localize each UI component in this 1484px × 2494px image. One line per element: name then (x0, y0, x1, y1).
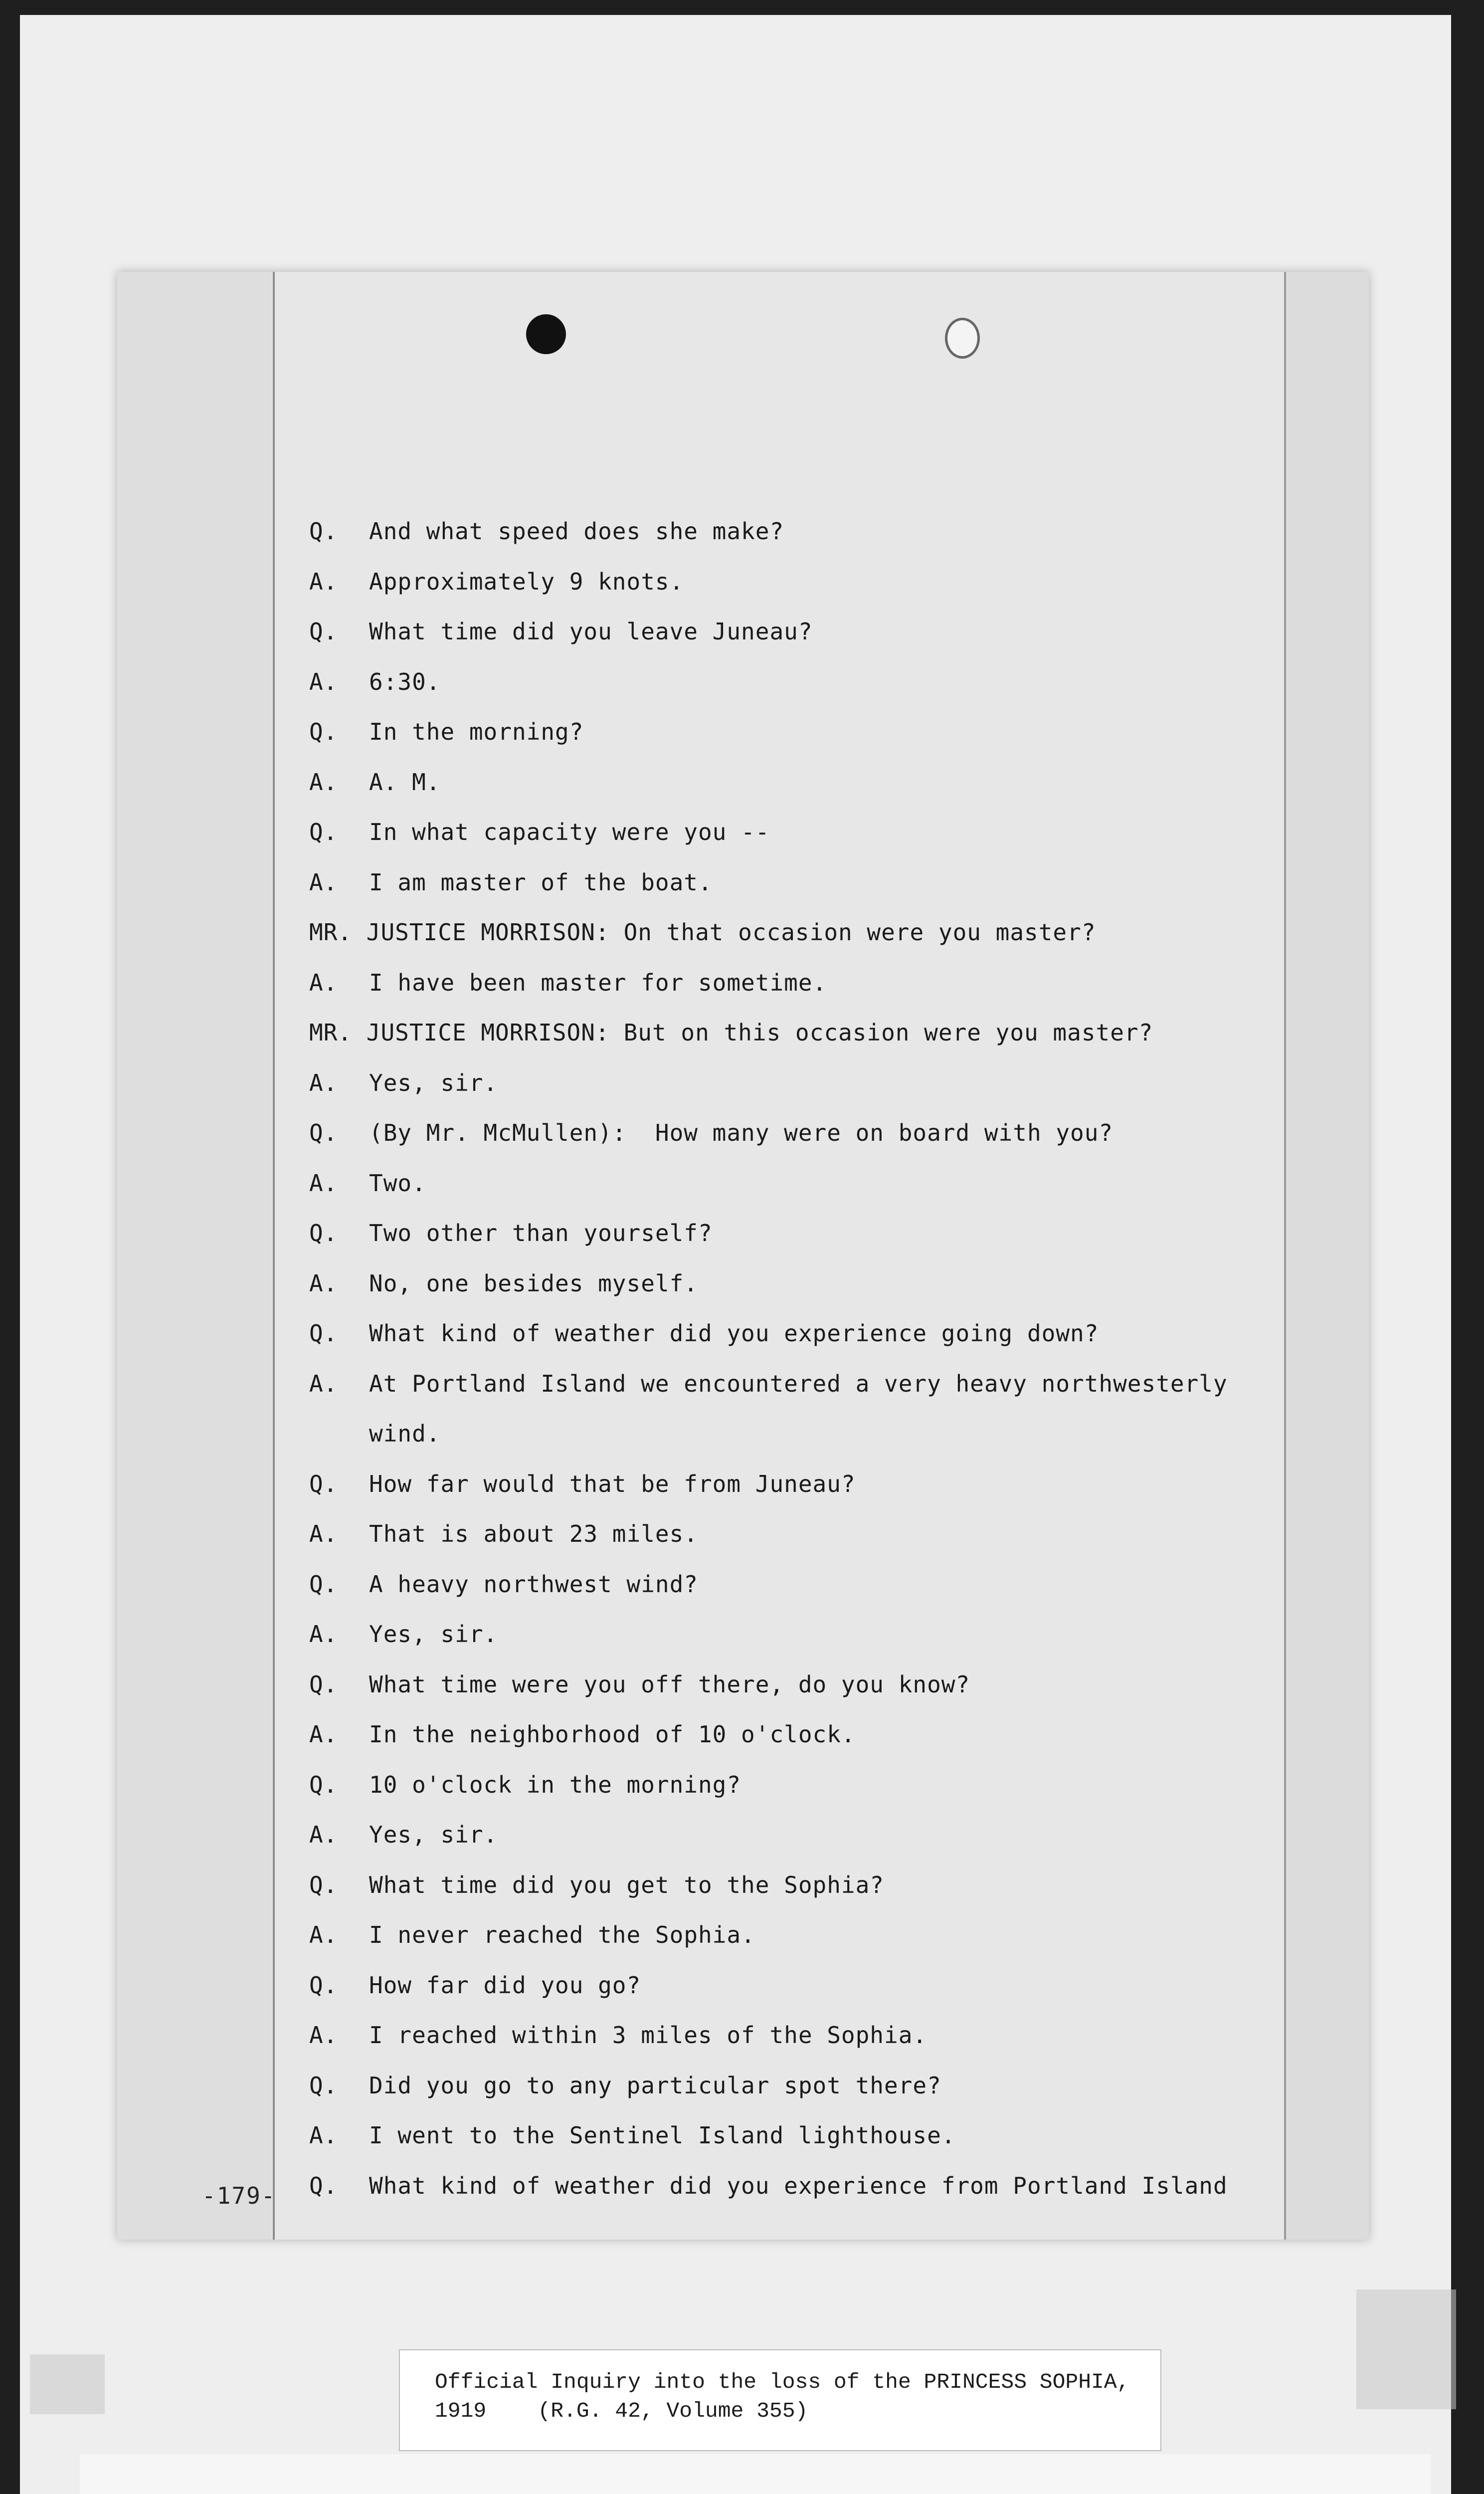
speaker-label: Q. (309, 1470, 338, 1497)
speaker-label: Q. (309, 618, 338, 645)
line-text: wind. (369, 1420, 441, 1447)
line-text: I am master of the boat. (369, 868, 713, 896)
transcript-line (309, 1459, 1406, 1509)
line-text: On that occasion were you master? (623, 919, 1096, 946)
speaker-label: A. (309, 568, 338, 595)
transcript-line (309, 1258, 1406, 1309)
line-text: I went to the Sentinel Island lighthouse. (369, 2122, 956, 2149)
transcript-line (309, 1960, 1406, 2011)
tape-strip (30, 2354, 105, 2414)
line-text: I reached within 3 miles of the Sophia. (369, 2022, 928, 2049)
transcript-line (309, 1810, 1406, 1860)
speaker-label: A. (309, 1069, 338, 1096)
line-text: Two other than yourself? (369, 1220, 713, 1247)
line-text: What time did you leave Juneau? (369, 618, 813, 645)
transcript-body (309, 506, 1406, 2211)
transcript-line (309, 1208, 1406, 1258)
transcript-line (309, 1760, 1406, 1810)
transcript-line (309, 557, 1406, 607)
line-text: I never reached the Sophia. (369, 1921, 755, 1948)
line-text: And what speed does she make? (369, 518, 784, 545)
speaker-label: A. (309, 1269, 338, 1297)
transcript-line (309, 657, 1406, 707)
line-text: But on this occasion were you master? (623, 1019, 1153, 1046)
transcript-line (309, 1409, 1406, 1459)
speaker-label: A. (309, 1520, 338, 1547)
transcript-line (309, 1860, 1406, 1910)
line-text: What kind of weather did you experience going down? (369, 1320, 1099, 1347)
line-text: Two. (369, 1169, 426, 1197)
transcript-line (309, 958, 1406, 1008)
line-text: Yes, sir. (369, 1069, 498, 1096)
speaker-label: A. (309, 1370, 338, 1397)
line-text: How far did you go? (369, 1971, 641, 1999)
speaker-label: Q. (309, 1871, 338, 1898)
transcript-line (309, 707, 1406, 757)
left-margin-rule (273, 272, 275, 2240)
archive-label-card (399, 2349, 1161, 2451)
transcript-line (309, 1359, 1406, 1409)
speaker-label: A. (309, 2122, 338, 2149)
transcript-line (309, 1609, 1406, 1660)
line-text: In the morning? (369, 718, 584, 745)
speaker-label: MR. JUSTICE MORRISON: (309, 1019, 610, 1046)
line-text: What time were you off there, do you know? (369, 1670, 970, 1698)
line-text: (By Mr. McMullen): How many were on board with you? (369, 1119, 1113, 1146)
speaker-label: Q. (309, 718, 338, 745)
transcript-line (309, 1709, 1406, 1760)
transcript-line (309, 907, 1406, 958)
transcript-line (309, 1559, 1406, 1610)
transcript-line (309, 1008, 1406, 1058)
binder-hole-filled (526, 314, 566, 354)
transcript-line (309, 1158, 1406, 1209)
speaker-label: Q. (309, 1320, 338, 1347)
speaker-label: A. (309, 1621, 338, 1648)
transcript-line (309, 2061, 1406, 2111)
transcript-line (309, 2110, 1406, 2161)
speaker-label: Q. (309, 1771, 338, 1798)
speaker-label: Q. (309, 1670, 338, 1698)
line-text: No, one besides myself. (369, 1269, 698, 1297)
line-text: A heavy northwest wind? (369, 1570, 698, 1598)
line-text: How far would that be from Juneau? (369, 1470, 856, 1497)
document-page (117, 272, 1369, 2240)
line-text: Yes, sir. (369, 1821, 498, 1848)
speaker-label: A. (309, 768, 338, 796)
transcript-line (309, 2161, 1406, 2211)
archive-banner (80, 2454, 1431, 2494)
transcript-line (309, 757, 1406, 808)
speaker-label: Q. (309, 1119, 338, 1146)
transcript-line (309, 1660, 1406, 1710)
tape-strip (1356, 2289, 1456, 2409)
transcript-line (309, 807, 1406, 857)
transcript-line (309, 2010, 1406, 2061)
speaker-label: A. (309, 1921, 338, 1948)
speaker-label: A. (309, 868, 338, 896)
binder-hole-empty (945, 318, 980, 359)
transcript-line (309, 506, 1406, 557)
speaker-label: Q. (309, 1570, 338, 1598)
line-text: Yes, sir. (369, 1621, 498, 1648)
speaker-label: A. (309, 969, 338, 996)
speaker-label: MR. JUSTICE MORRISON: (309, 919, 610, 946)
line-text: That is about 23 miles. (369, 1520, 698, 1547)
transcript-line (309, 607, 1406, 657)
speaker-label: A. (309, 2022, 338, 2049)
speaker-label: Q. (309, 2172, 338, 2199)
transcript-line (309, 1509, 1406, 1559)
speaker-label: Q. (309, 819, 338, 845)
line-text: Approximately 9 knots. (369, 568, 684, 595)
left-margin (117, 272, 272, 2240)
speaker-label: A. (309, 1821, 338, 1848)
speaker-label: A. (309, 1721, 338, 1748)
transcript-line (309, 1308, 1406, 1359)
speaker-label: Q. (309, 1220, 338, 1247)
speaker-label: A. (309, 668, 338, 695)
page-number: -179- (202, 2182, 276, 2209)
transcript-line (309, 1910, 1406, 1960)
line-text: What kind of weather did you experience from Portland Island (369, 2172, 1228, 2199)
label-line-1: Official Inquiry into the loss of the PRINCESS SOPHIA, (435, 2370, 1130, 2394)
speaker-label: Q. (309, 2072, 338, 2099)
line-text: In what capacity were you -- (369, 819, 770, 845)
label-line-2: 1919 (R.G. 42, Volume 355) (435, 2399, 808, 2423)
speaker-label: Q. (309, 518, 338, 545)
line-text: What time did you get to the Sophia? (369, 1871, 884, 1898)
transcript-line (309, 1058, 1406, 1108)
line-text: A. M. (369, 768, 441, 796)
line-text: 10 o'clock in the morning? (369, 1771, 742, 1798)
line-text: 6:30. (369, 668, 441, 695)
transcript-line (309, 1108, 1406, 1158)
speaker-label: A. (309, 1169, 338, 1197)
speaker-label: Q. (309, 1971, 338, 1999)
line-text: I have been master for sometime. (369, 969, 827, 996)
line-text: At Portland Island we encountered a very heavy northwesterly (369, 1370, 1228, 1397)
line-text: Did you go to any particular spot there? (369, 2072, 941, 2099)
line-text: In the neighborhood of 10 o'clock. (369, 1721, 856, 1748)
transcript-line (309, 857, 1406, 908)
